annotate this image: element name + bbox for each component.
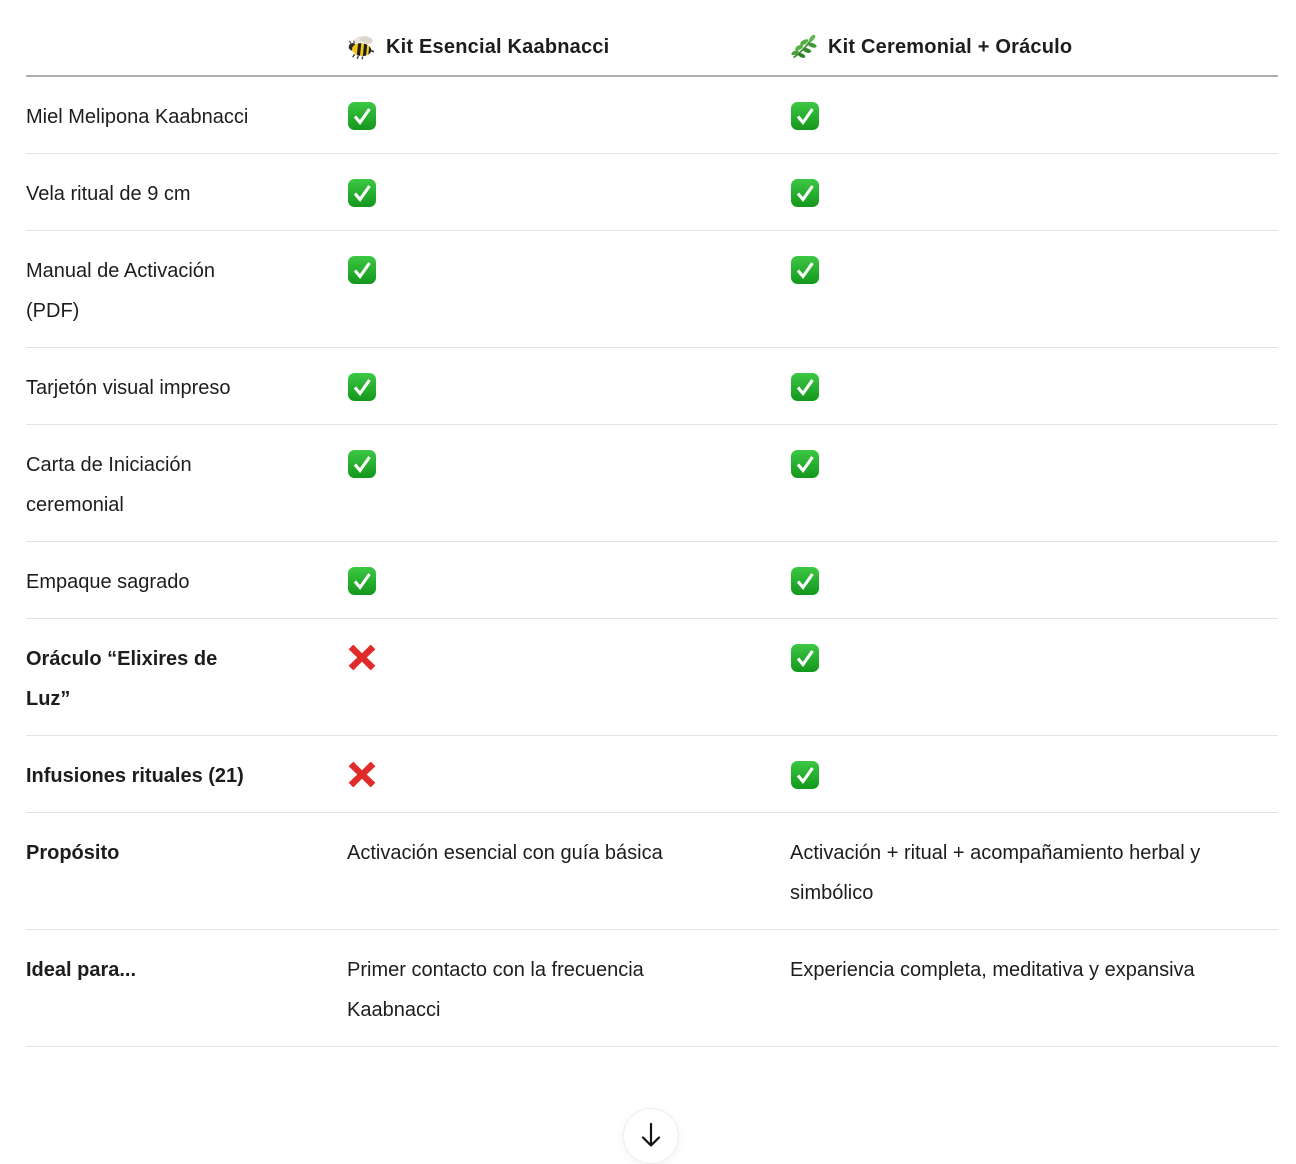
ceremonial-cell xyxy=(790,813,1278,929)
cell-text: Primer contacto con la frecuencia Kaabnacci xyxy=(347,959,644,1021)
table-row xyxy=(26,542,1278,619)
check-icon xyxy=(790,449,820,479)
feature-cell xyxy=(26,813,347,929)
header-kit-ceremonial xyxy=(790,19,1278,75)
feature-label: Vela ritual de 9 cm xyxy=(26,183,191,205)
esencial-cell xyxy=(347,425,790,541)
table-row xyxy=(26,930,1278,1047)
header-kit-esencial xyxy=(347,19,790,75)
cross-icon xyxy=(347,760,377,789)
cell-text: Experiencia completa, meditativa y expansiva xyxy=(790,959,1195,981)
feature-cell xyxy=(26,154,347,230)
feature-cell xyxy=(26,77,347,153)
feature-cell xyxy=(26,348,347,424)
feature-cell xyxy=(26,736,347,812)
ceremonial-cell xyxy=(790,619,1278,735)
esencial-cell xyxy=(347,231,790,347)
header-cell-empty xyxy=(26,19,347,75)
comparison-table xyxy=(26,0,1278,1047)
table-row xyxy=(26,425,1278,542)
feature-label: Ideal para... xyxy=(26,959,137,981)
cell-text: Activación esencial con guía básica xyxy=(347,842,663,864)
feature-label: Oráculo “Elixires de Luz” xyxy=(26,648,218,710)
esencial-cell xyxy=(347,619,790,735)
feature-cell xyxy=(26,231,347,347)
feature-label: Infusiones rituales (21) xyxy=(26,765,244,787)
feature-cell xyxy=(26,619,347,735)
header-label-esencial: Kit Esencial Kaabnacci xyxy=(386,35,610,58)
feature-label: Empaque sagrado xyxy=(26,571,190,593)
table-header-row xyxy=(26,0,1278,77)
check-icon xyxy=(790,101,820,131)
esencial-cell xyxy=(347,348,790,424)
check-icon xyxy=(347,255,377,285)
feature-cell xyxy=(26,930,347,1046)
feature-label: Tarjetón visual impreso xyxy=(26,377,231,399)
herb-icon xyxy=(790,34,817,60)
esencial-cell xyxy=(347,77,790,153)
ceremonial-cell xyxy=(790,736,1278,812)
table-row xyxy=(26,813,1278,930)
feature-cell xyxy=(26,542,347,618)
cross-icon xyxy=(347,643,377,672)
cell-text: Activación + ritual + acompañamiento herbal y simbólico xyxy=(790,842,1201,904)
check-icon xyxy=(790,178,820,208)
esencial-cell xyxy=(347,930,790,1046)
header-label-ceremonial: Kit Ceremonial + Oráculo xyxy=(828,35,1073,58)
feature-label: Miel Melipona Kaabnacci xyxy=(26,106,249,128)
esencial-cell xyxy=(347,736,790,812)
ceremonial-cell xyxy=(790,77,1278,153)
feature-label: Carta de Iniciación ceremonial xyxy=(26,454,192,516)
check-icon xyxy=(790,760,820,790)
check-icon xyxy=(790,372,820,402)
check-icon xyxy=(347,566,377,596)
esencial-cell xyxy=(347,813,790,929)
table-row xyxy=(26,231,1278,348)
ceremonial-cell xyxy=(790,542,1278,618)
bee-icon xyxy=(347,34,375,60)
table-row xyxy=(26,619,1278,736)
ceremonial-cell xyxy=(790,231,1278,347)
feature-cell xyxy=(26,425,347,541)
check-icon xyxy=(790,643,820,673)
check-icon xyxy=(347,449,377,479)
scroll-down-button[interactable] xyxy=(623,1108,679,1164)
check-icon xyxy=(347,178,377,208)
check-icon xyxy=(790,255,820,285)
table-row xyxy=(26,77,1278,154)
esencial-cell xyxy=(347,542,790,618)
check-icon xyxy=(347,101,377,131)
ceremonial-cell xyxy=(790,154,1278,230)
table-row xyxy=(26,736,1278,813)
ceremonial-cell xyxy=(790,930,1278,1046)
feature-label: Propósito xyxy=(26,842,120,864)
esencial-cell xyxy=(347,154,790,230)
ceremonial-cell xyxy=(790,425,1278,541)
check-icon xyxy=(347,372,377,402)
feature-label: Manual de Activación (PDF) xyxy=(26,260,216,322)
table-row xyxy=(26,348,1278,425)
check-icon xyxy=(790,566,820,596)
table-row xyxy=(26,154,1278,231)
arrow-down-icon xyxy=(637,1121,665,1151)
ceremonial-cell xyxy=(790,348,1278,424)
